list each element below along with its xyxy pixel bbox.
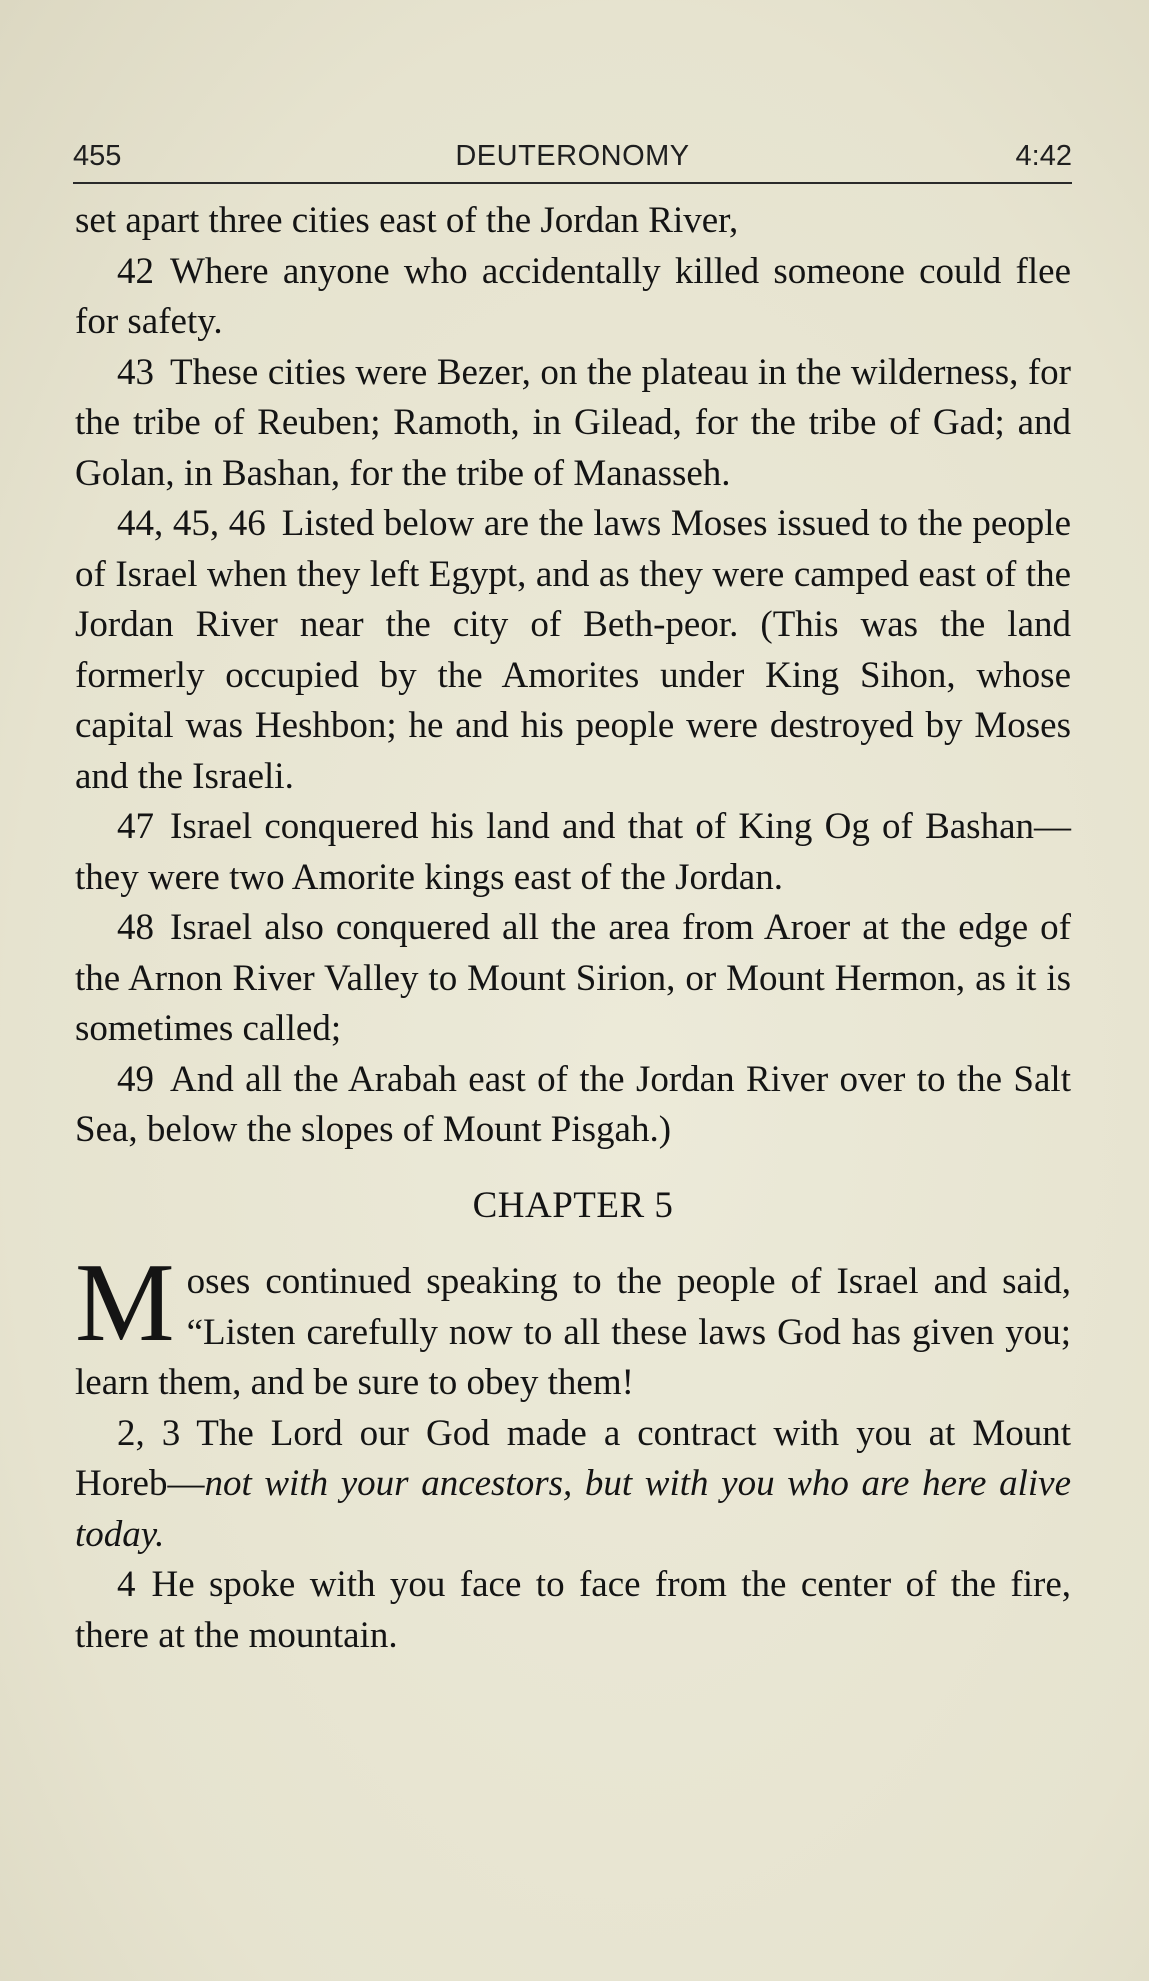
verse-text: Where anyone who accidentally killed someone could flee for safety. [75,250,1071,342]
verse-text: oses continued speaking to the people of Israel and said, “Listen carefully now to all these laws God has given you; learn them, and be sure to obey them! [75,1261,1071,1403]
verse-text: Israel conquered his land and that of King Og of Bashan—they were two Amorite kings east of the Jordan. [75,806,1071,898]
verse-text: He spoke with you face to face from the center of the fire, there at the mountain. [75,1564,1071,1656]
chapter-5-verse-4 [75,1560,1071,1661]
verse-number: 42 [117,250,154,292]
verse-44-46 [75,499,1071,802]
book-title: DEUTERONOMY [455,140,690,172]
verse-text: Israel also conquered all the area from Aroer at the edge of the Arnon River Valley to Mount Sirion, or Mount Hermon, as it is sometimes called; [75,907,1071,1049]
verse-text: Listed below are the laws Moses issued to the people of Israel when they left Egypt, and as they were camped east of the Jordan River near the city of Beth-peor. (This was the land formerly occupied by the Amorites under King Sihon, whose capital was Heshbon; he and his people were destroyed by Moses and the Israeli. [75,503,1071,797]
verse-43 [75,348,1071,500]
verse-number: 49 [117,1058,154,1100]
chapter-verse-reference: 4:42 [1015,140,1072,172]
page-body [75,196,1071,1661]
verse-number: 2, 3 [117,1412,181,1454]
verse-47 [75,802,1071,903]
verse-text: And all the Arabah east of the Jordan River over to the Salt Sea, below the slopes of Mount Pisgah.) [75,1058,1071,1150]
verse-48 [75,903,1071,1055]
verse-number: 47 [117,806,154,847]
verse-text: These cities were Bezer, on the plateau in the wilderness, for the tribe of Reuben; Ramoth, in Gilead, for the tribe of Gad; and Golan, in Bashan, for the tribe of Manasseh. [75,351,1071,494]
verse-49 [75,1055,1071,1156]
chapter-5-verse-2-3 [75,1409,1071,1561]
drop-cap-letter: M [75,1241,175,1365]
verse-42 [75,247,1071,348]
verse-number: 43 [117,351,154,393]
chapter-5-verse-1 [75,1241,1071,1409]
italic-emphasis: not with your ancestors, but with you who are here alive today. [75,1463,1071,1555]
verse-number: 44, 45, 46 [117,503,266,544]
continuation-paragraph: set apart three cities east of the Jordan River, [75,200,739,241]
verse-number: 4 [117,1564,136,1605]
running-header [73,136,1072,184]
chapter-heading: CHAPTER 5 [472,1184,674,1226]
verse-number: 48 [117,907,154,948]
page-number: 455 [73,140,122,172]
verse-text: The Lord our God made a contract with you at Mount Horeb— [75,1412,1072,1504]
